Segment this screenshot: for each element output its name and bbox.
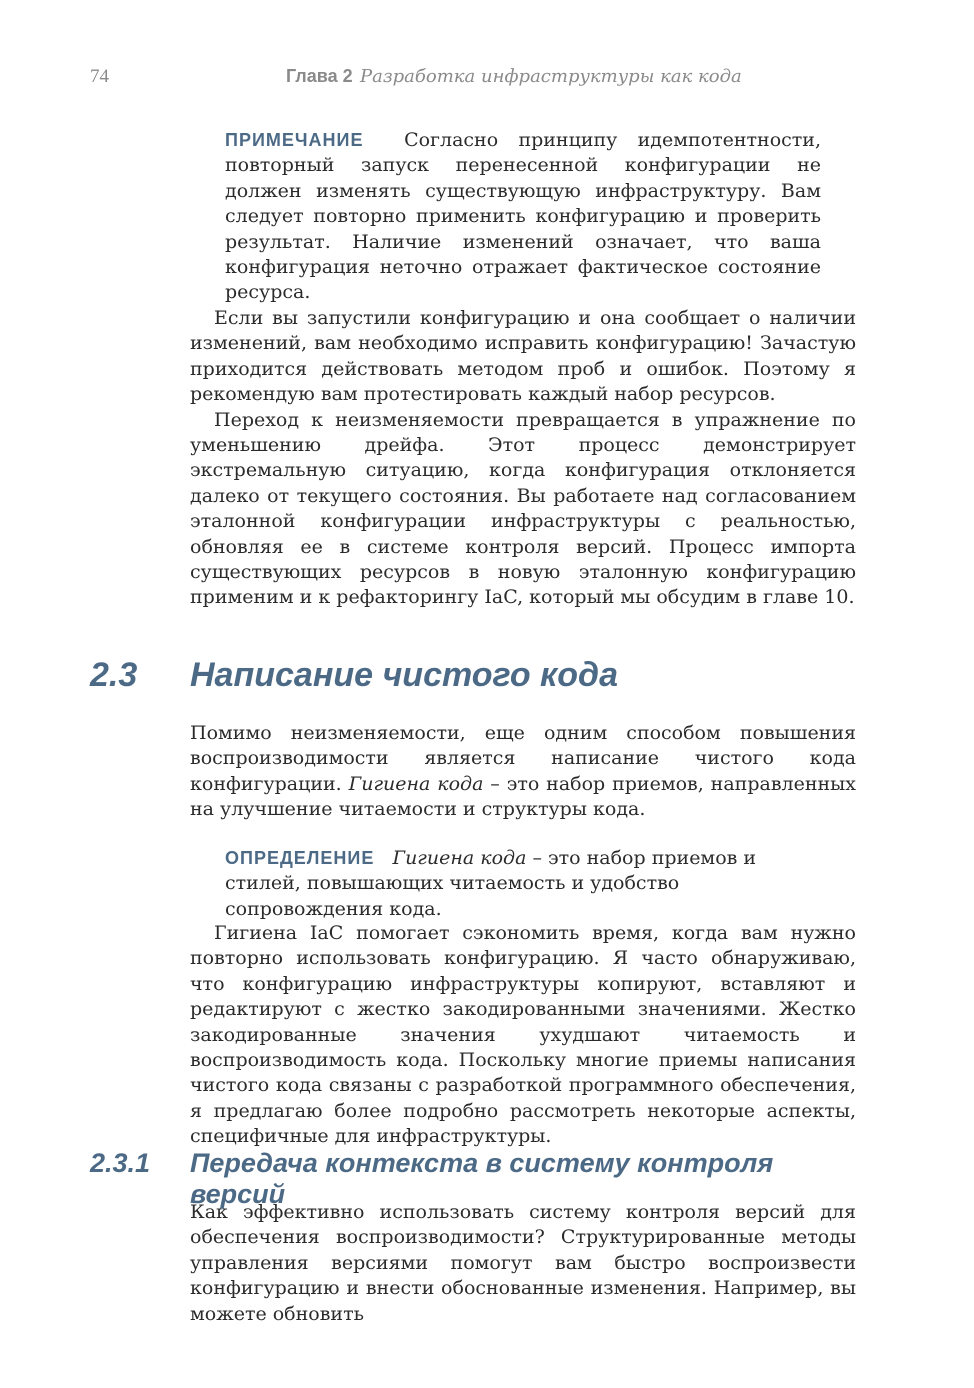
body-text-a (190, 306, 856, 611)
definition-box (225, 846, 821, 922)
running-header (90, 66, 860, 96)
intro-term: Гигиена кода (348, 772, 484, 795)
paragraph: Если вы запустили конфигурацию и она сообщает о наличии изменений, вам необходимо исправить конфигурацию! Зачастую приходится действовать методом проб и ошибок. Поэтому я рекомендую вам протестировать каждый набор ресурсов. (190, 307, 856, 406)
body-text-c (190, 1200, 856, 1327)
chapter-title: Разработка инфраструктуры как кода (360, 66, 742, 87)
subsection-title: Передача контекста в систему контроля версий (190, 1148, 774, 1209)
subsection-number: 2.3.1 (90, 1148, 151, 1178)
body-text-b (190, 921, 856, 1150)
chapter-label: Глава 2 (286, 66, 353, 86)
page-number: 74 (90, 66, 109, 87)
section-heading (90, 656, 870, 704)
section-number: 2.3 (90, 656, 138, 694)
subsection-heading (90, 1148, 870, 1209)
section-title: Написание чистого кода (190, 656, 618, 694)
note-text: Согласно принципу идемпотентности, повторный запуск перенесенной конфигурации не должен изменять существующую инфраструктуру. Вам следует повторно применить конфигурацию и проверить результат. Наличие изменений означает, что ваша конфигурация неточно отражает фактическое состояние ресурса. (225, 129, 821, 304)
paragraph: Как эффективно использовать систему контроля версий для обеспечения воспроизводимости? Структурированные методы управления версиями помогут вам быстро воспроизвести конфигурацию и внести обоснованные изменения. Например, вы можете обновить (190, 1201, 856, 1325)
note-box (225, 128, 821, 306)
intro-text-before: Помимо неизменяемости, еще одним способом повышения воспроизводимости является написание чистого кода конфигурации. (190, 722, 856, 795)
definition-text: – это набор приемов и стилей, повышающих читаемость и удобство сопровождения кода. (225, 847, 757, 920)
definition-term: Гигиена кода (392, 847, 527, 869)
definition-label: ОПРЕДЕЛЕНИЕ (225, 848, 375, 868)
paragraph: Переход к неизменяемости превращается в упражнение по уменьшению дрейфа. Этот процесс демонстрирует экстремальную ситуацию, когда конфигурация отклоняется далеко от текущего состояния. Вы работаете над согласованием эталонной конфигурации инфраструктуры с реальностью, обновляя ее в системе контроля версий. Процесс импорта существующих ресурсов в новую эталонную конфигурацию применим и к рефакторингу IaC, который мы обсудим в главе 10. (190, 408, 856, 609)
paragraph: Гигиена IaC помогает сэкономить время, когда вам нужно повторно использовать конфигурацию. Я часто обнаруживаю, что конфигурацию инфраструктуры копируют, вставляют и редактируют с жестко закодированными значениями. Жестко закодированные значения ухудшают читаемость и воспроизводимость кода. Поскольку многие приемы написания чистого кода связаны с разработкой программного обеспечения, я предлагаю более подробно рассмотреть некоторые аспекты, специфичные для инфраструктуры. (190, 922, 856, 1148)
section-intro (190, 721, 856, 823)
note-label: ПРИМЕЧАНИЕ (225, 130, 364, 150)
intro-text-after: – это набор приемов, направленных на улучшение читаемости и структуры кода. (190, 772, 857, 821)
